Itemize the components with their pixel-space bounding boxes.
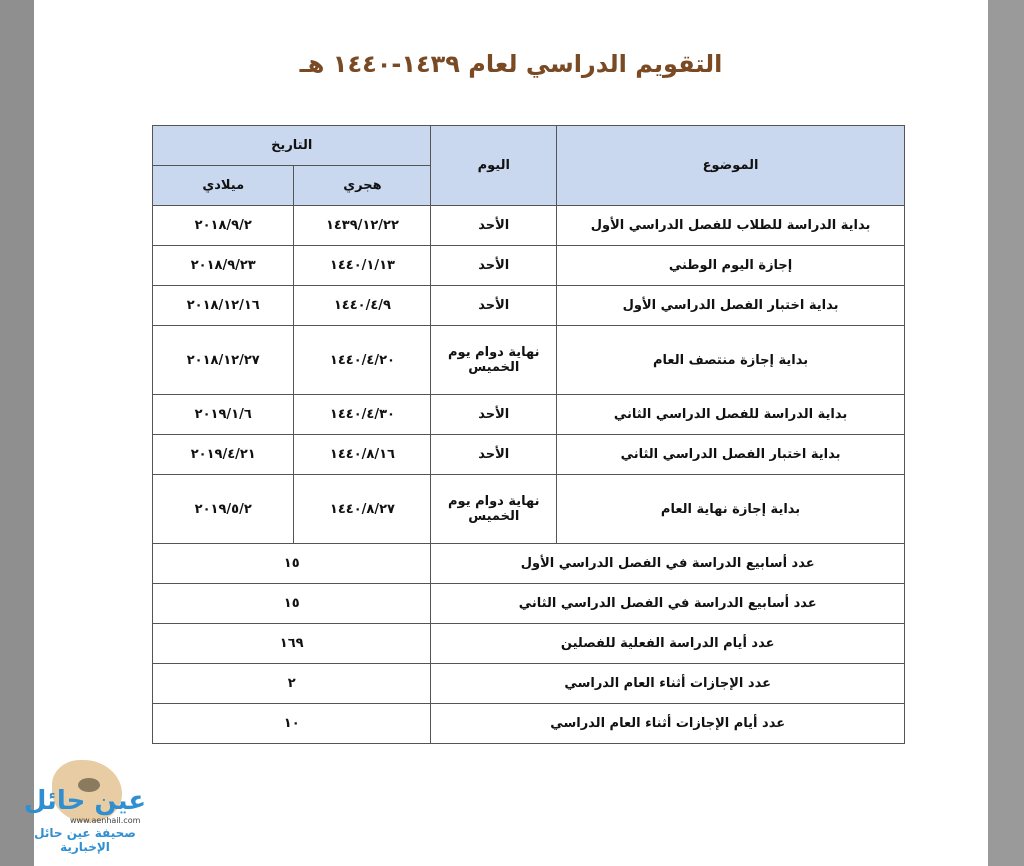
summary-row	[153, 704, 905, 744]
summary-value: ٢	[153, 664, 431, 704]
table-row	[153, 475, 905, 544]
event-hijri: ١٤٣٩/١٢/٢٢	[294, 206, 431, 246]
header-hijri: هجري	[294, 166, 431, 206]
summary-row	[153, 624, 905, 664]
table-row	[153, 206, 905, 246]
table-row	[153, 286, 905, 326]
header-date: التاريخ	[153, 126, 431, 166]
page-title: التقويم الدراسي لعام ١٤٣٩-١٤٤٠ هـ	[299, 50, 723, 78]
event-topic: بداية الدراسة للفصل الدراسي الثاني	[557, 395, 905, 435]
event-day: نهاية دوام يوم الخميس	[431, 326, 557, 395]
header-topic: الموضوع	[557, 126, 905, 206]
event-hijri: ١٤٤٠/٤/٢٠	[294, 326, 431, 395]
event-gregorian: ٢٠١٨/٩/٢	[153, 206, 294, 246]
event-topic: إجازة اليوم الوطني	[557, 246, 905, 286]
event-day: الأحد	[431, 435, 557, 475]
event-hijri: ١٤٤٠/٤/٣٠	[294, 395, 431, 435]
summary-value: ١٥	[153, 584, 431, 624]
table-row	[153, 395, 905, 435]
event-gregorian: ٢٠١٨/٩/٢٣	[153, 246, 294, 286]
summary-label: عدد أسابيع الدراسة في الفصل الدراسي الثاني	[431, 584, 905, 624]
calendar-table	[152, 125, 905, 744]
event-gregorian: ٢٠١٨/١٢/٢٧	[153, 326, 294, 395]
summary-label: عدد الإجازات أثناء العام الدراسي	[431, 664, 905, 704]
document-page	[34, 0, 988, 866]
event-gregorian: ٢٠١٩/٥/٢	[153, 475, 294, 544]
event-day: الأحد	[431, 286, 557, 326]
watermark-logo	[10, 760, 160, 860]
summary-label: عدد أيام الدراسة الفعلية للفصلين	[431, 624, 905, 664]
summary-value: ١٦٩	[153, 624, 431, 664]
event-gregorian: ٢٠١٩/١/٦	[153, 395, 294, 435]
event-day: الأحد	[431, 395, 557, 435]
summary-value: ١٠	[153, 704, 431, 744]
logo-url: www.aenhail.com	[70, 816, 141, 825]
event-topic: بداية إجازة نهاية العام	[557, 475, 905, 544]
logo-name: عين حائل	[23, 786, 147, 816]
table-row	[153, 435, 905, 475]
summary-value: ١٥	[153, 544, 431, 584]
summary-row	[153, 544, 905, 584]
event-hijri: ١٤٤٠/٨/٢٧	[294, 475, 431, 544]
summary-label: عدد أسابيع الدراسة في الفصل الدراسي الأول	[431, 544, 905, 584]
event-gregorian: ٢٠١٨/١٢/١٦	[153, 286, 294, 326]
window-edge	[988, 0, 1024, 866]
event-hijri: ١٤٤٠/٤/٩	[294, 286, 431, 326]
summary-row	[153, 664, 905, 704]
header-day: اليوم	[431, 126, 557, 206]
event-day: الأحد	[431, 206, 557, 246]
logo-subtitle: صحيفة عين حائل الإخبارية	[34, 826, 136, 854]
event-topic: بداية الدراسة للطلاب للفصل الدراسي الأول	[557, 206, 905, 246]
header-gregorian: ميلادي	[153, 166, 294, 206]
event-topic: بداية اختبار الفصل الدراسي الأول	[557, 286, 905, 326]
table-row	[153, 326, 905, 395]
event-hijri: ١٤٤٠/١/١٣	[294, 246, 431, 286]
event-day: الأحد	[431, 246, 557, 286]
event-topic: بداية إجازة منتصف العام	[557, 326, 905, 395]
summary-label: عدد أيام الإجازات أثناء العام الدراسي	[431, 704, 905, 744]
summary-row	[153, 584, 905, 624]
table-row	[153, 246, 905, 286]
event-day: نهاية دوام يوم الخميس	[431, 475, 557, 544]
event-topic: بداية اختبار الفصل الدراسي الثاني	[557, 435, 905, 475]
event-gregorian: ٢٠١٩/٤/٢١	[153, 435, 294, 475]
event-hijri: ١٤٤٠/٨/١٦	[294, 435, 431, 475]
